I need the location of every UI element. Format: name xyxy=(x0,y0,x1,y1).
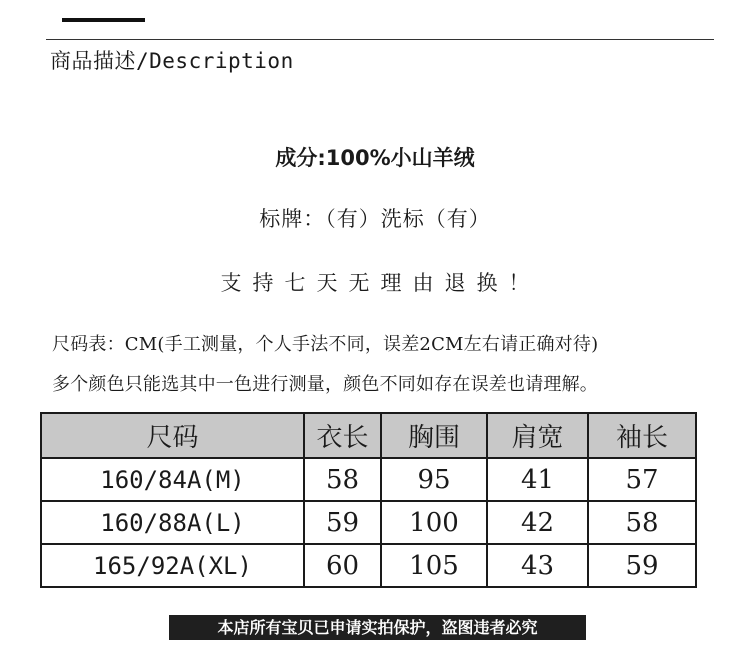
header-length: 衣长 xyxy=(304,413,381,458)
size-chart-table xyxy=(40,412,697,588)
size-cell: 160/88A(L) xyxy=(41,501,304,544)
chest-cell: 95 xyxy=(381,458,487,501)
header-size: 尺码 xyxy=(41,413,304,458)
table-row xyxy=(41,544,696,587)
shoulder-cell: 43 xyxy=(487,544,588,587)
length-cell: 58 xyxy=(304,458,381,501)
table-row xyxy=(41,458,696,501)
sleeve-cell: 59 xyxy=(588,544,696,587)
chest-cell: 105 xyxy=(381,544,487,587)
header-shoulder: 肩宽 xyxy=(487,413,588,458)
header-sleeve: 袖长 xyxy=(588,413,696,458)
size-cell: 165/92A(XL) xyxy=(41,544,304,587)
title-accent-bar xyxy=(62,18,145,22)
size-cell: 160/84A(M) xyxy=(41,458,304,501)
composition-text: 成分:100%小山羊绒 xyxy=(275,146,475,170)
measurement-note: 尺码表：CM(手工测量，个人手法不同，误差2CM左右请正确对待) xyxy=(52,334,599,355)
section-title: 商品描述/Description xyxy=(50,49,294,73)
shoulder-cell: 41 xyxy=(487,458,588,501)
length-cell: 59 xyxy=(304,501,381,544)
header-chest: 胸围 xyxy=(381,413,487,458)
sleeve-cell: 57 xyxy=(588,458,696,501)
return-policy-text: 支持七天无理由退换！ xyxy=(220,271,541,295)
shoulder-cell: 42 xyxy=(487,501,588,544)
tags-info-text: 标牌：（有）洗标（有） xyxy=(259,207,491,231)
chest-cell: 100 xyxy=(381,501,487,544)
copyright-notice-banner: 本店所有宝贝已申请实拍保护，盗图违者必究 xyxy=(169,615,586,640)
sleeve-cell: 58 xyxy=(588,501,696,544)
length-cell: 60 xyxy=(304,544,381,587)
table-row xyxy=(41,501,696,544)
color-note: 多个颜色只能选其中一色进行测量，颜色不同如存在误差也请理解。 xyxy=(52,374,598,395)
size-chart-header-row xyxy=(41,413,696,458)
section-divider xyxy=(46,39,714,40)
